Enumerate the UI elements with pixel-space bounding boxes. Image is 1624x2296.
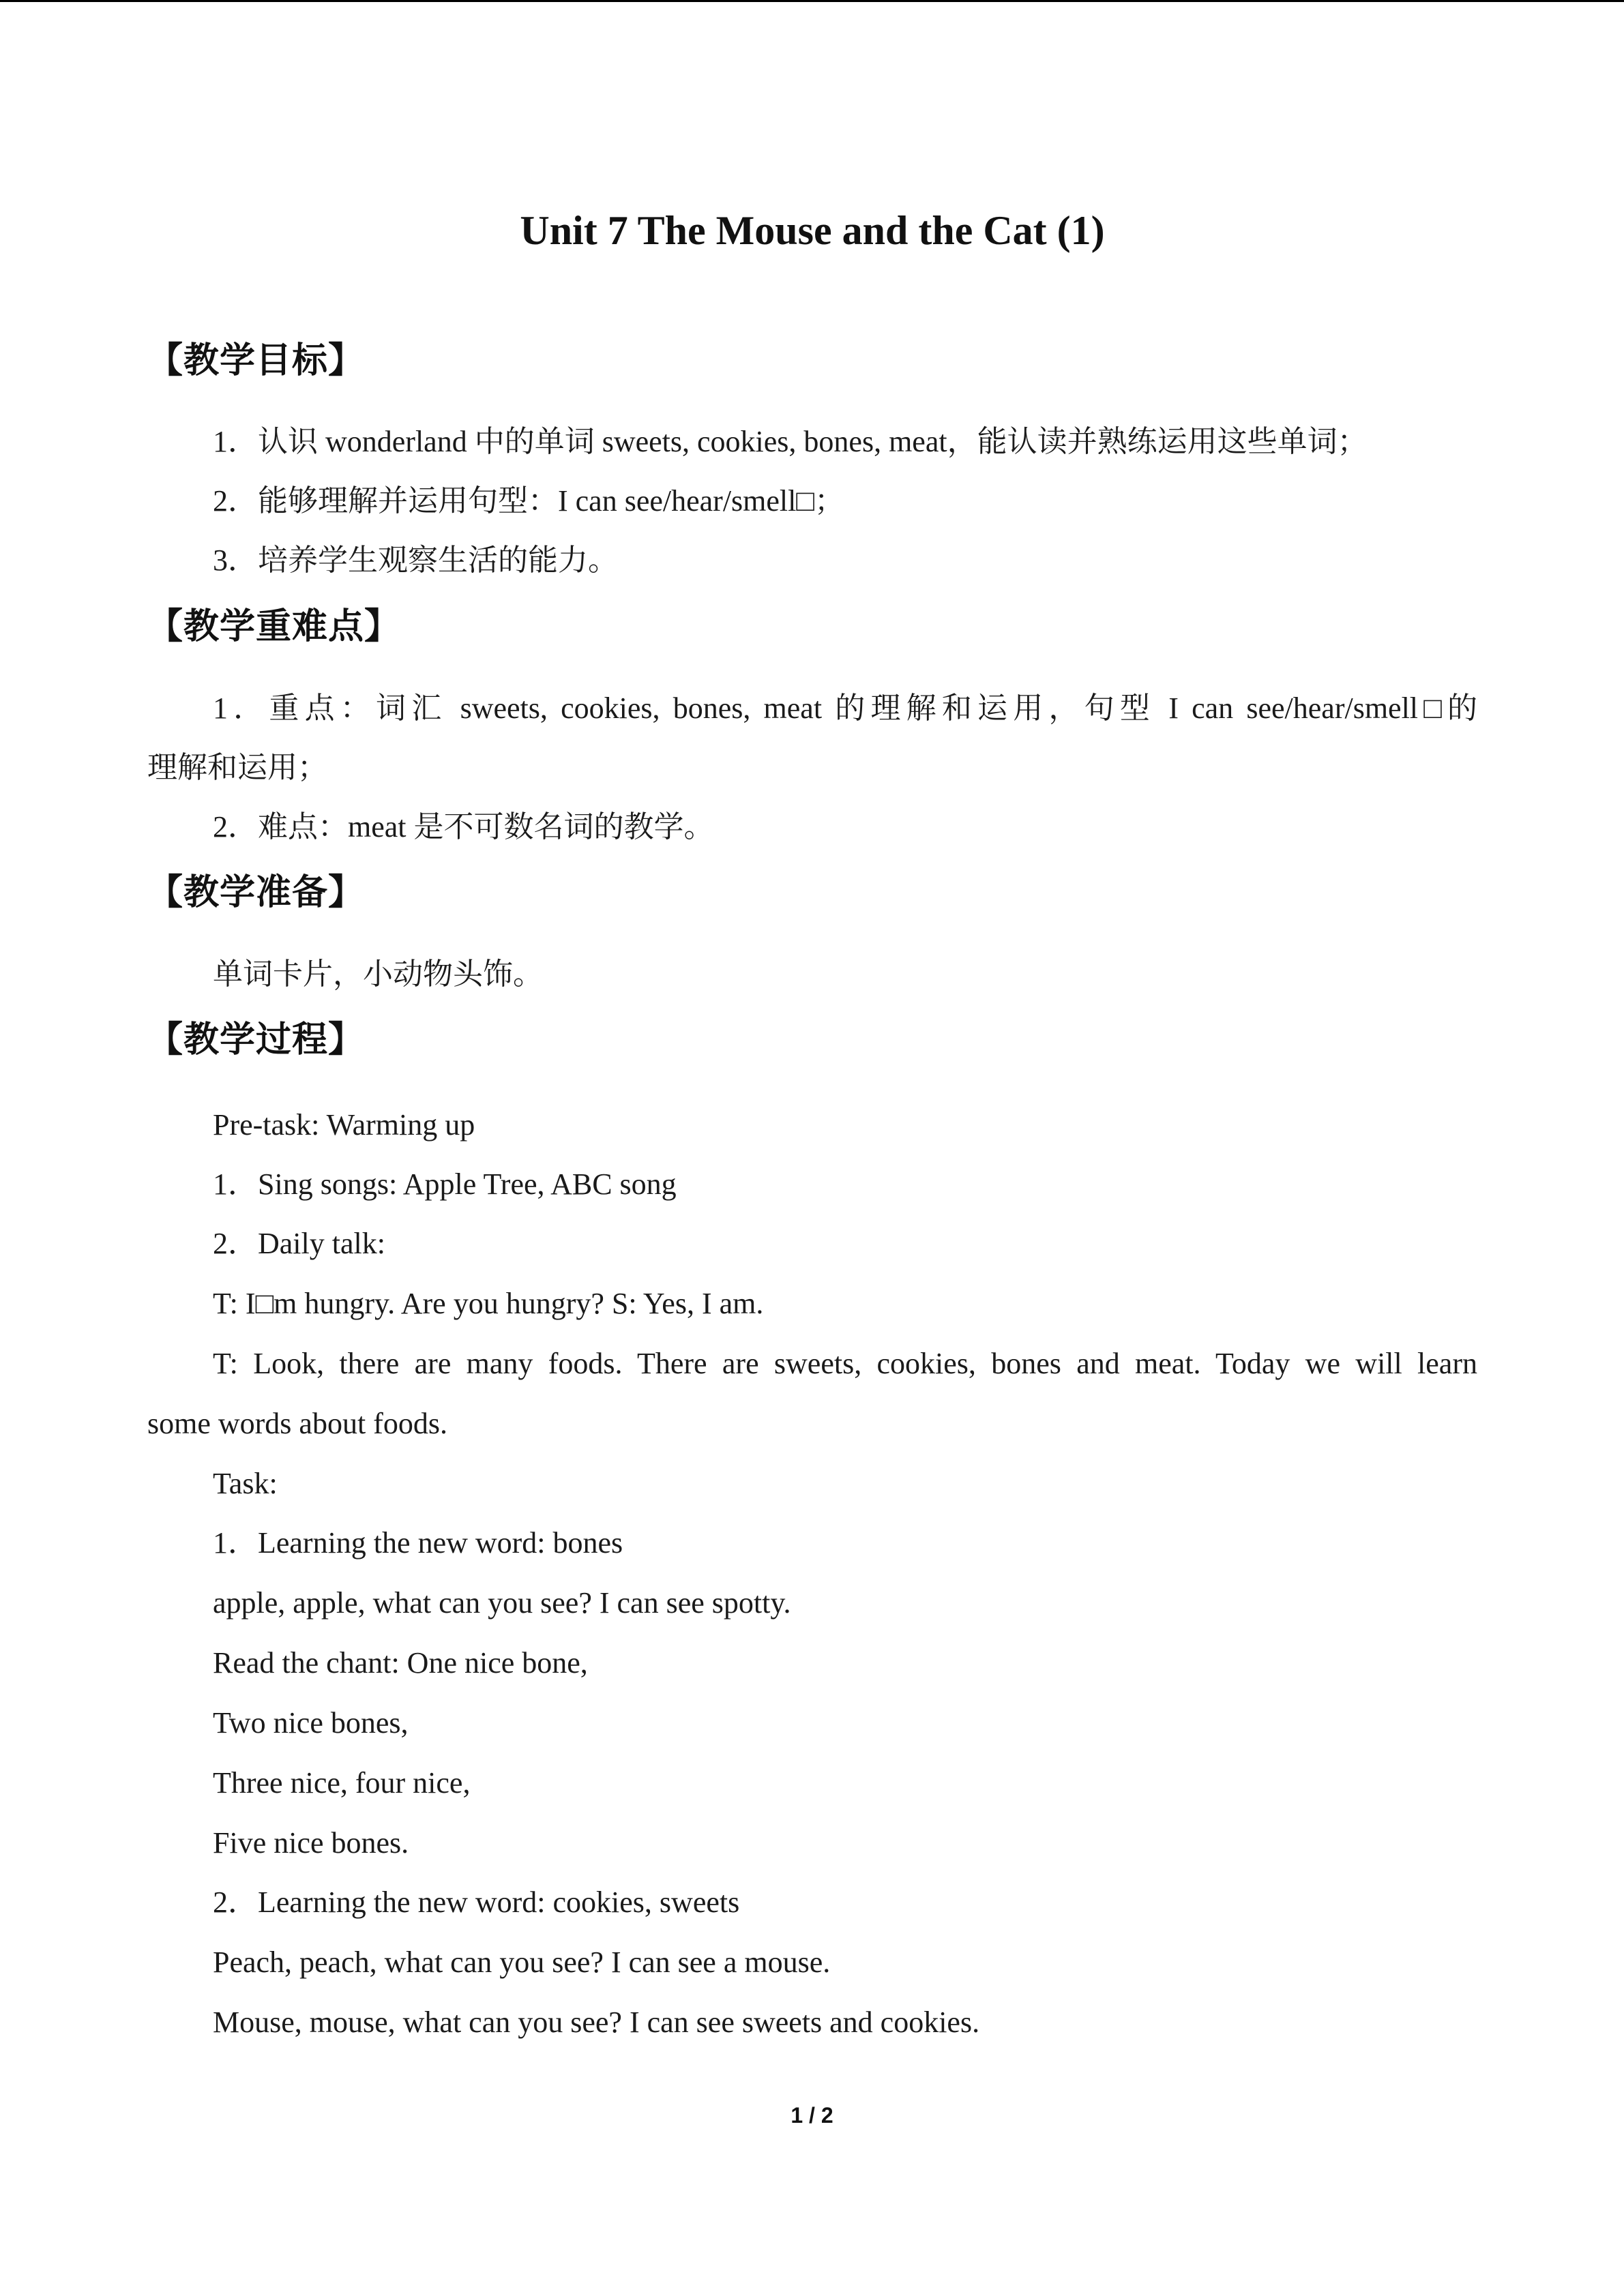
objective-item-2: 2．能够理解并运用句型：I can see/hear/smell□； bbox=[213, 484, 844, 518]
dialog-line-1: T: I□m hungry. Are you hungry? S: Yes, I am. bbox=[213, 1287, 764, 1320]
task-1-line-1: apple, apple, what can you see? I can see spotty. bbox=[213, 1586, 791, 1620]
dialog-line-2-continued: some words about foods. bbox=[147, 1407, 447, 1440]
task-label: Task: bbox=[213, 1467, 278, 1500]
objective-item-1: 1．认识 wonderland 中的单词 sweets, cookies, bones, meat，能认读并熟练运用这些单词； bbox=[213, 425, 1368, 458]
pretask-item-2: 2．Daily talk: bbox=[213, 1227, 385, 1260]
key-point-item-1-line-2: 理解和运用； bbox=[147, 751, 327, 784]
task-2-title: 2．Learning the new word: cookies, sweets bbox=[213, 1885, 740, 1919]
task-2-line-2: Mouse, mouse, what can you see? I can see sweets and cookies. bbox=[213, 2006, 980, 2039]
document-title: Unit 7 The Mouse and the Cat (1) bbox=[520, 208, 1105, 253]
top-border-rule bbox=[0, 0, 1624, 2]
section-heading-process: 【教学过程】 bbox=[147, 1019, 365, 1060]
pretask-label: Pre-task: Warming up bbox=[213, 1108, 475, 1142]
page-number: 1 / 2 bbox=[791, 2103, 833, 2128]
task-2-line-1: Peach, peach, what can you see? I can see a mouse. bbox=[213, 1945, 831, 1979]
task-1-line-5: Five nice bones. bbox=[213, 1826, 409, 1860]
section-heading-objectives: 【教学目标】 bbox=[147, 340, 365, 381]
dialog-line-2: T: Look, there are many foods. There are sweets, cookies, bones and meat. Today we will learn bbox=[213, 1347, 1477, 1380]
objective-item-3: 3．培养学生观察生活的能力。 bbox=[213, 543, 618, 577]
task-1-line-4: Three nice, four nice, bbox=[213, 1766, 471, 1800]
task-1-title: 1．Learning the new word: bones bbox=[213, 1526, 623, 1560]
task-1-line-3: Two nice bones, bbox=[213, 1706, 409, 1740]
pretask-item-1: 1．Sing songs: Apple Tree, ABC song bbox=[213, 1167, 677, 1201]
key-point-item-2: 2．难点：meat 是不可数名词的教学。 bbox=[213, 810, 714, 844]
section-heading-preparation: 【教学准备】 bbox=[147, 872, 365, 913]
task-1-line-2: Read the chant: One nice bone, bbox=[213, 1646, 588, 1680]
key-point-item-1-line-1: 1．重点：词汇 sweets, cookies, bones, meat 的理解和运用，句型 I can see/hear/smell□的 bbox=[213, 691, 1477, 725]
preparation-text: 单词卡片，小动物头饰。 bbox=[213, 957, 543, 991]
section-heading-key-points: 【教学重难点】 bbox=[147, 606, 401, 647]
